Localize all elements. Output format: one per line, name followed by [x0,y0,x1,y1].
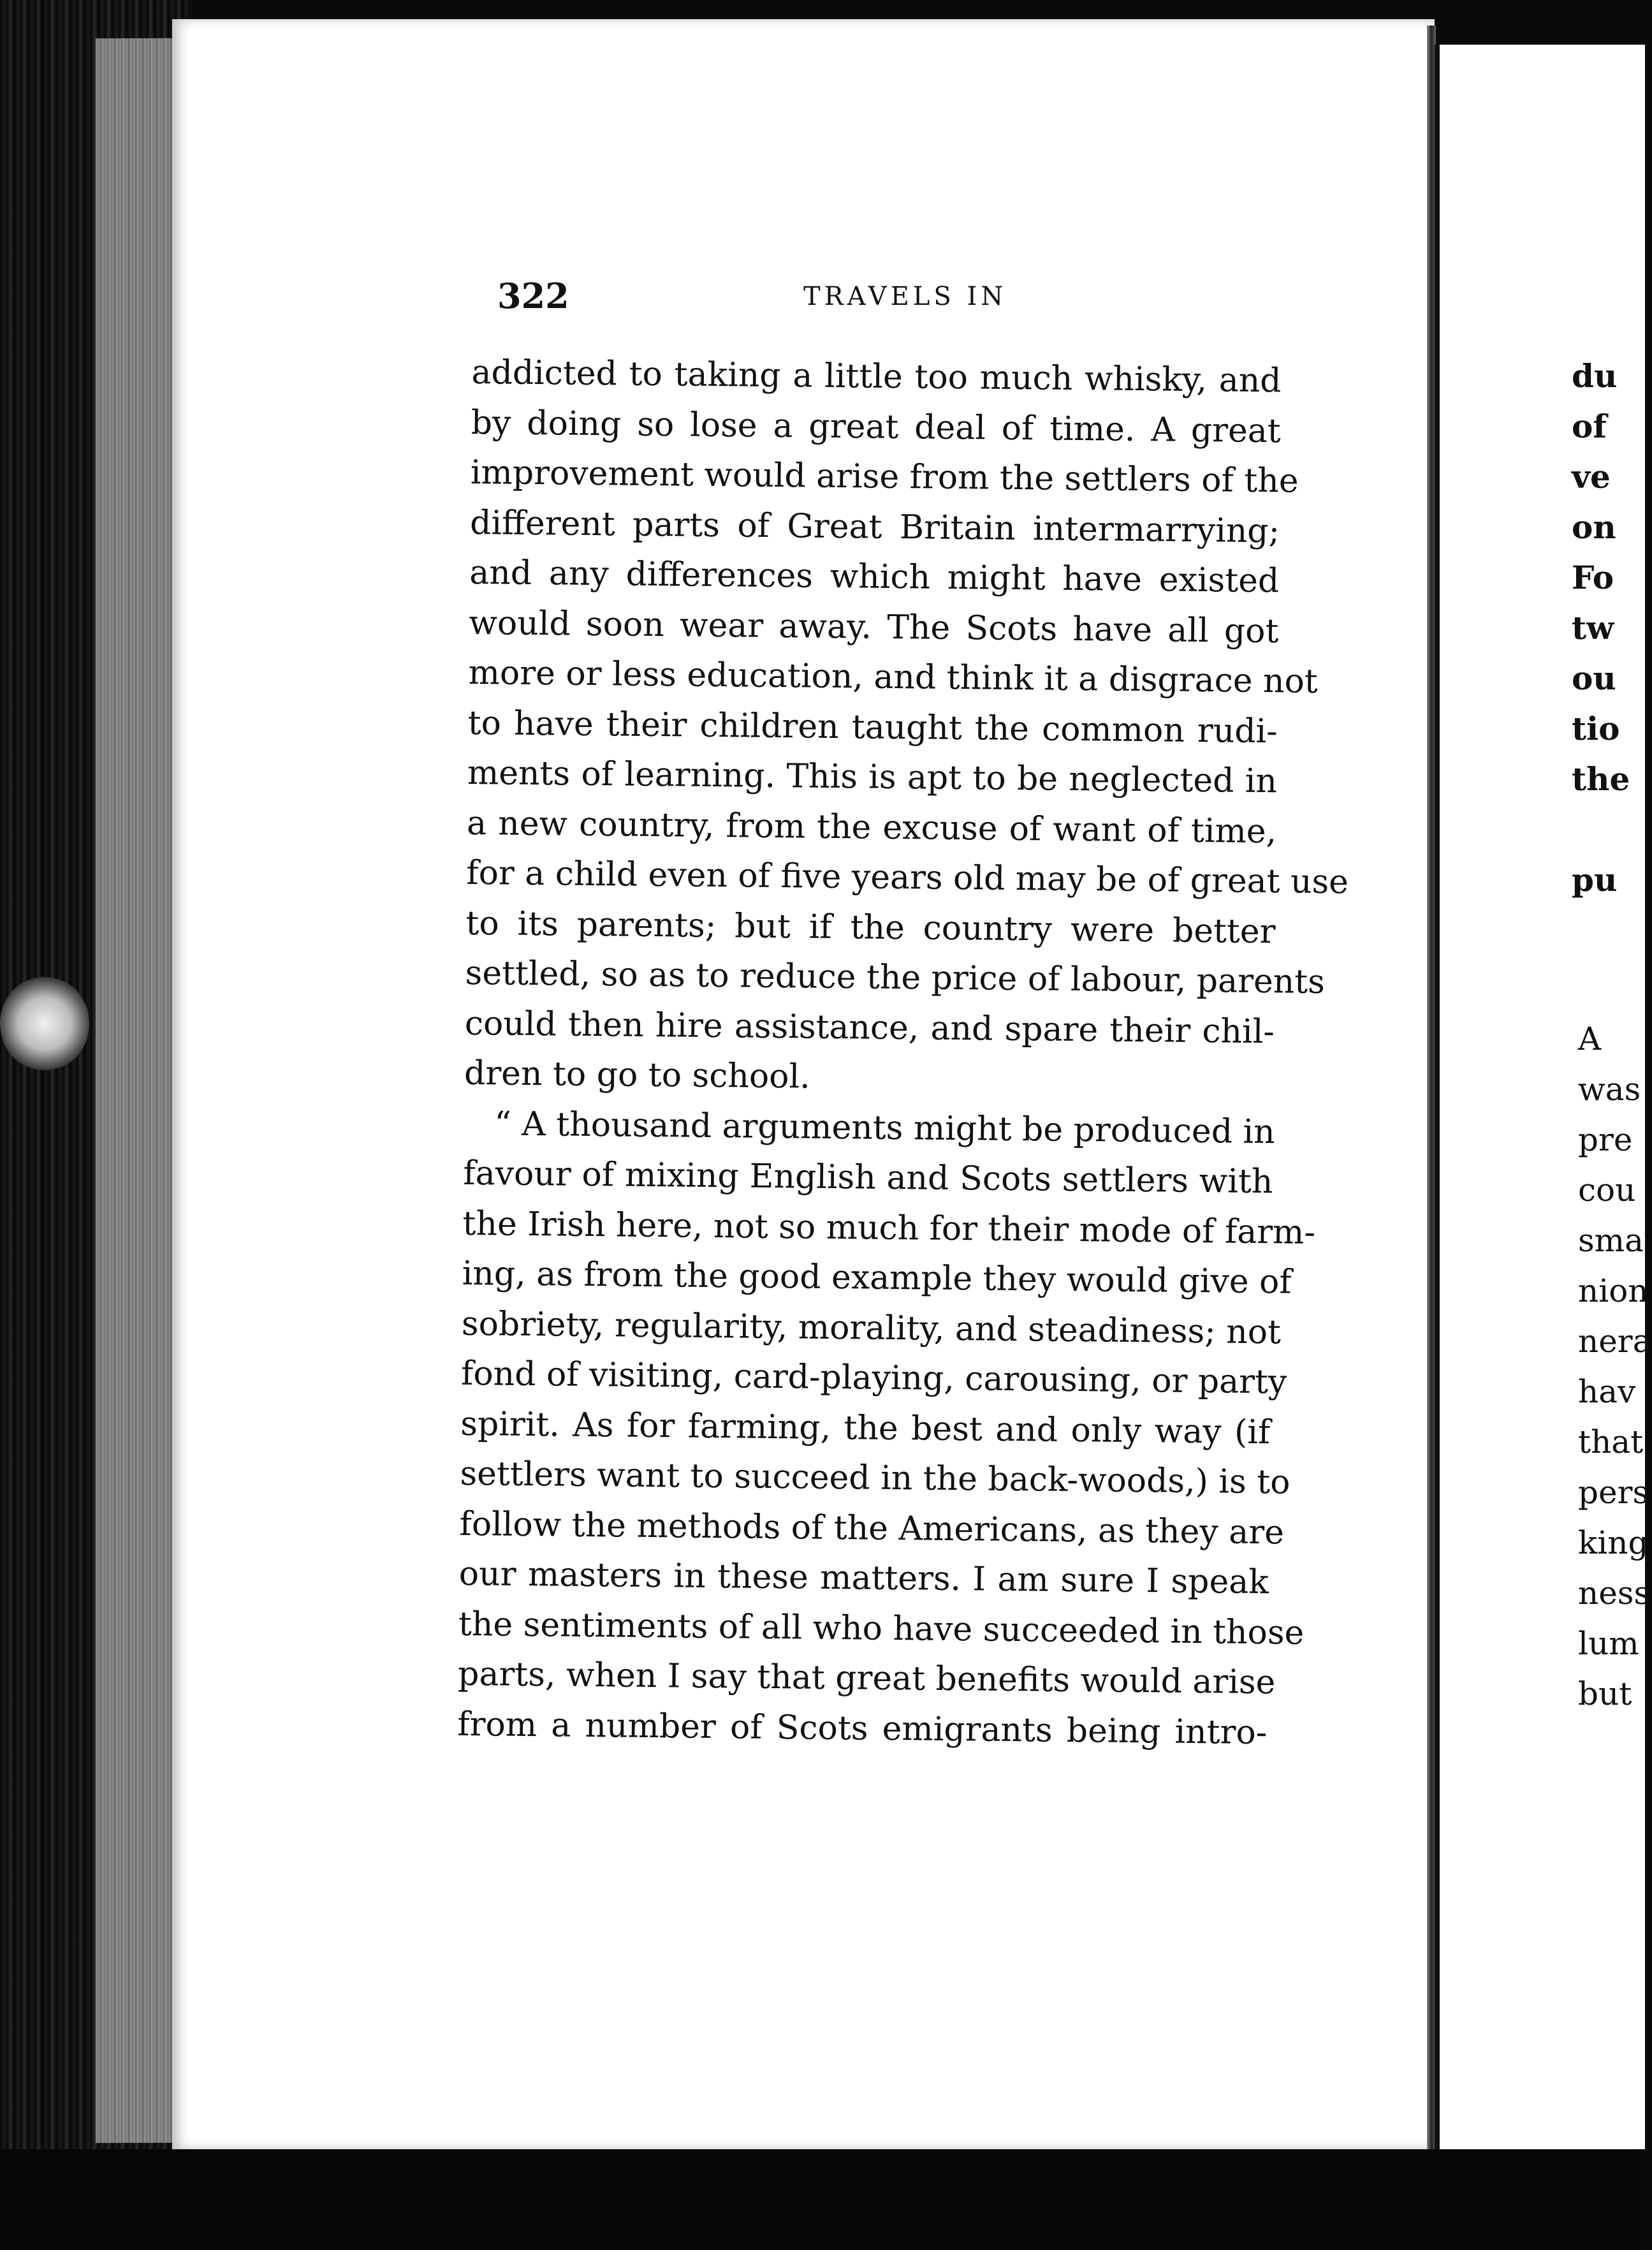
fragment-line: king [1578,1524,1649,1561]
fragment-line: ou [1572,659,1616,697]
fragment-line: Fo [1572,559,1614,596]
text-line: dren to go to school. [464,1054,810,1096]
paper-stain [0,976,89,1071]
fragment-line: ness [1578,1575,1651,1612]
fragment-line: pre [1578,1121,1633,1158]
running-head: TRAVELS IN [803,282,1007,311]
text-line: favour of mixing English and Scots settlers with [463,1154,1273,1202]
text-line: “ A thousand arguments might be produced in [493,1104,1276,1151]
fragment-line: cou [1578,1172,1636,1209]
text-line: the sentiments of all who have succeeded in those [458,1605,1305,1652]
text-line: our masters in these matters. I am sure I speak [458,1554,1269,1602]
fragment-line [1435,804,1635,855]
text-line: ing, as from the good example they would give of [462,1254,1292,1302]
text-line: from a number of Scots emigrants being intro- [457,1705,1268,1752]
fragment-line: nion [1578,1272,1649,1309]
fragment-line: hav [1578,1373,1636,1410]
fragment-line: that [1578,1423,1644,1460]
text-line: improvement would arise from the settlers of the [470,453,1299,501]
text-line: fond of visiting, card-playing, carousing, or party [460,1354,1287,1402]
fragment-line: tw [1572,609,1614,647]
fragment-line: on [1572,508,1616,546]
text-line: would soon wear away. The Scots have all got [469,603,1279,651]
page-header [497,276,1282,327]
text-line: follow the methods of the Americans, as they are [459,1504,1285,1552]
fragment-line: but [1578,1675,1632,1712]
fragment-line: tio [1572,710,1620,747]
text-line: by doing so lose a great deal of time. A great [471,403,1282,450]
text-line: spirit. As for farming, the best and only way (if [460,1404,1271,1452]
fragment-line: pers [1578,1474,1649,1511]
text-line: settlers want to succeed in the back-woods,) is to [460,1454,1290,1502]
scan-border-bottom [0,2149,1640,2250]
text-line: to have their children taught the common rudi- [467,703,1278,751]
text-line: for a child even of five years old may be of great use [466,853,1349,902]
text-line: the Irish here, not so much for their mode of farm- [462,1204,1316,1252]
text-line: a new country, from the excuse of want of time, [466,804,1277,851]
fragment-line: the [1572,760,1630,798]
fragment-line: du [1572,357,1618,395]
text-line: could then hire assistance, and spare their chil- [464,1004,1275,1051]
page-number: 322 [497,276,569,316]
right-page-fragments-top [1435,351,1640,905]
right-page-fragments-bottom [1435,1014,1652,1719]
body-text [457,348,1349,1758]
fragment-line: was [1578,1071,1641,1108]
fragment-line: ve [1572,458,1611,496]
text-line: ments of learning. This is apt to be neglected in [467,753,1278,801]
fragment-line: A [1578,1020,1602,1057]
fragment-line: sma [1578,1222,1644,1259]
text-line: and any differences which might have existed [469,553,1280,601]
text-line: to its parents; but if the country were better [465,904,1276,951]
text-line: parts, when I say that great benefits would arise [457,1654,1276,1702]
text-line: sobriety, regularity, morality, and steadiness; not [461,1304,1282,1351]
text-line: addicted to taking a little too much whisky, and [471,353,1282,401]
fragment-line: nera [1578,1323,1652,1360]
fragment-line: lum [1578,1625,1639,1662]
text-line: different parts of Great Britain intermarrying; [469,503,1280,550]
text-line: more or less education, and think it a disgrace not [468,653,1319,701]
fragment-line: pu [1572,861,1618,899]
text-line: settled, so as to reduce the price of labour, parents [465,953,1326,1002]
fragment-line: of [1572,408,1607,445]
